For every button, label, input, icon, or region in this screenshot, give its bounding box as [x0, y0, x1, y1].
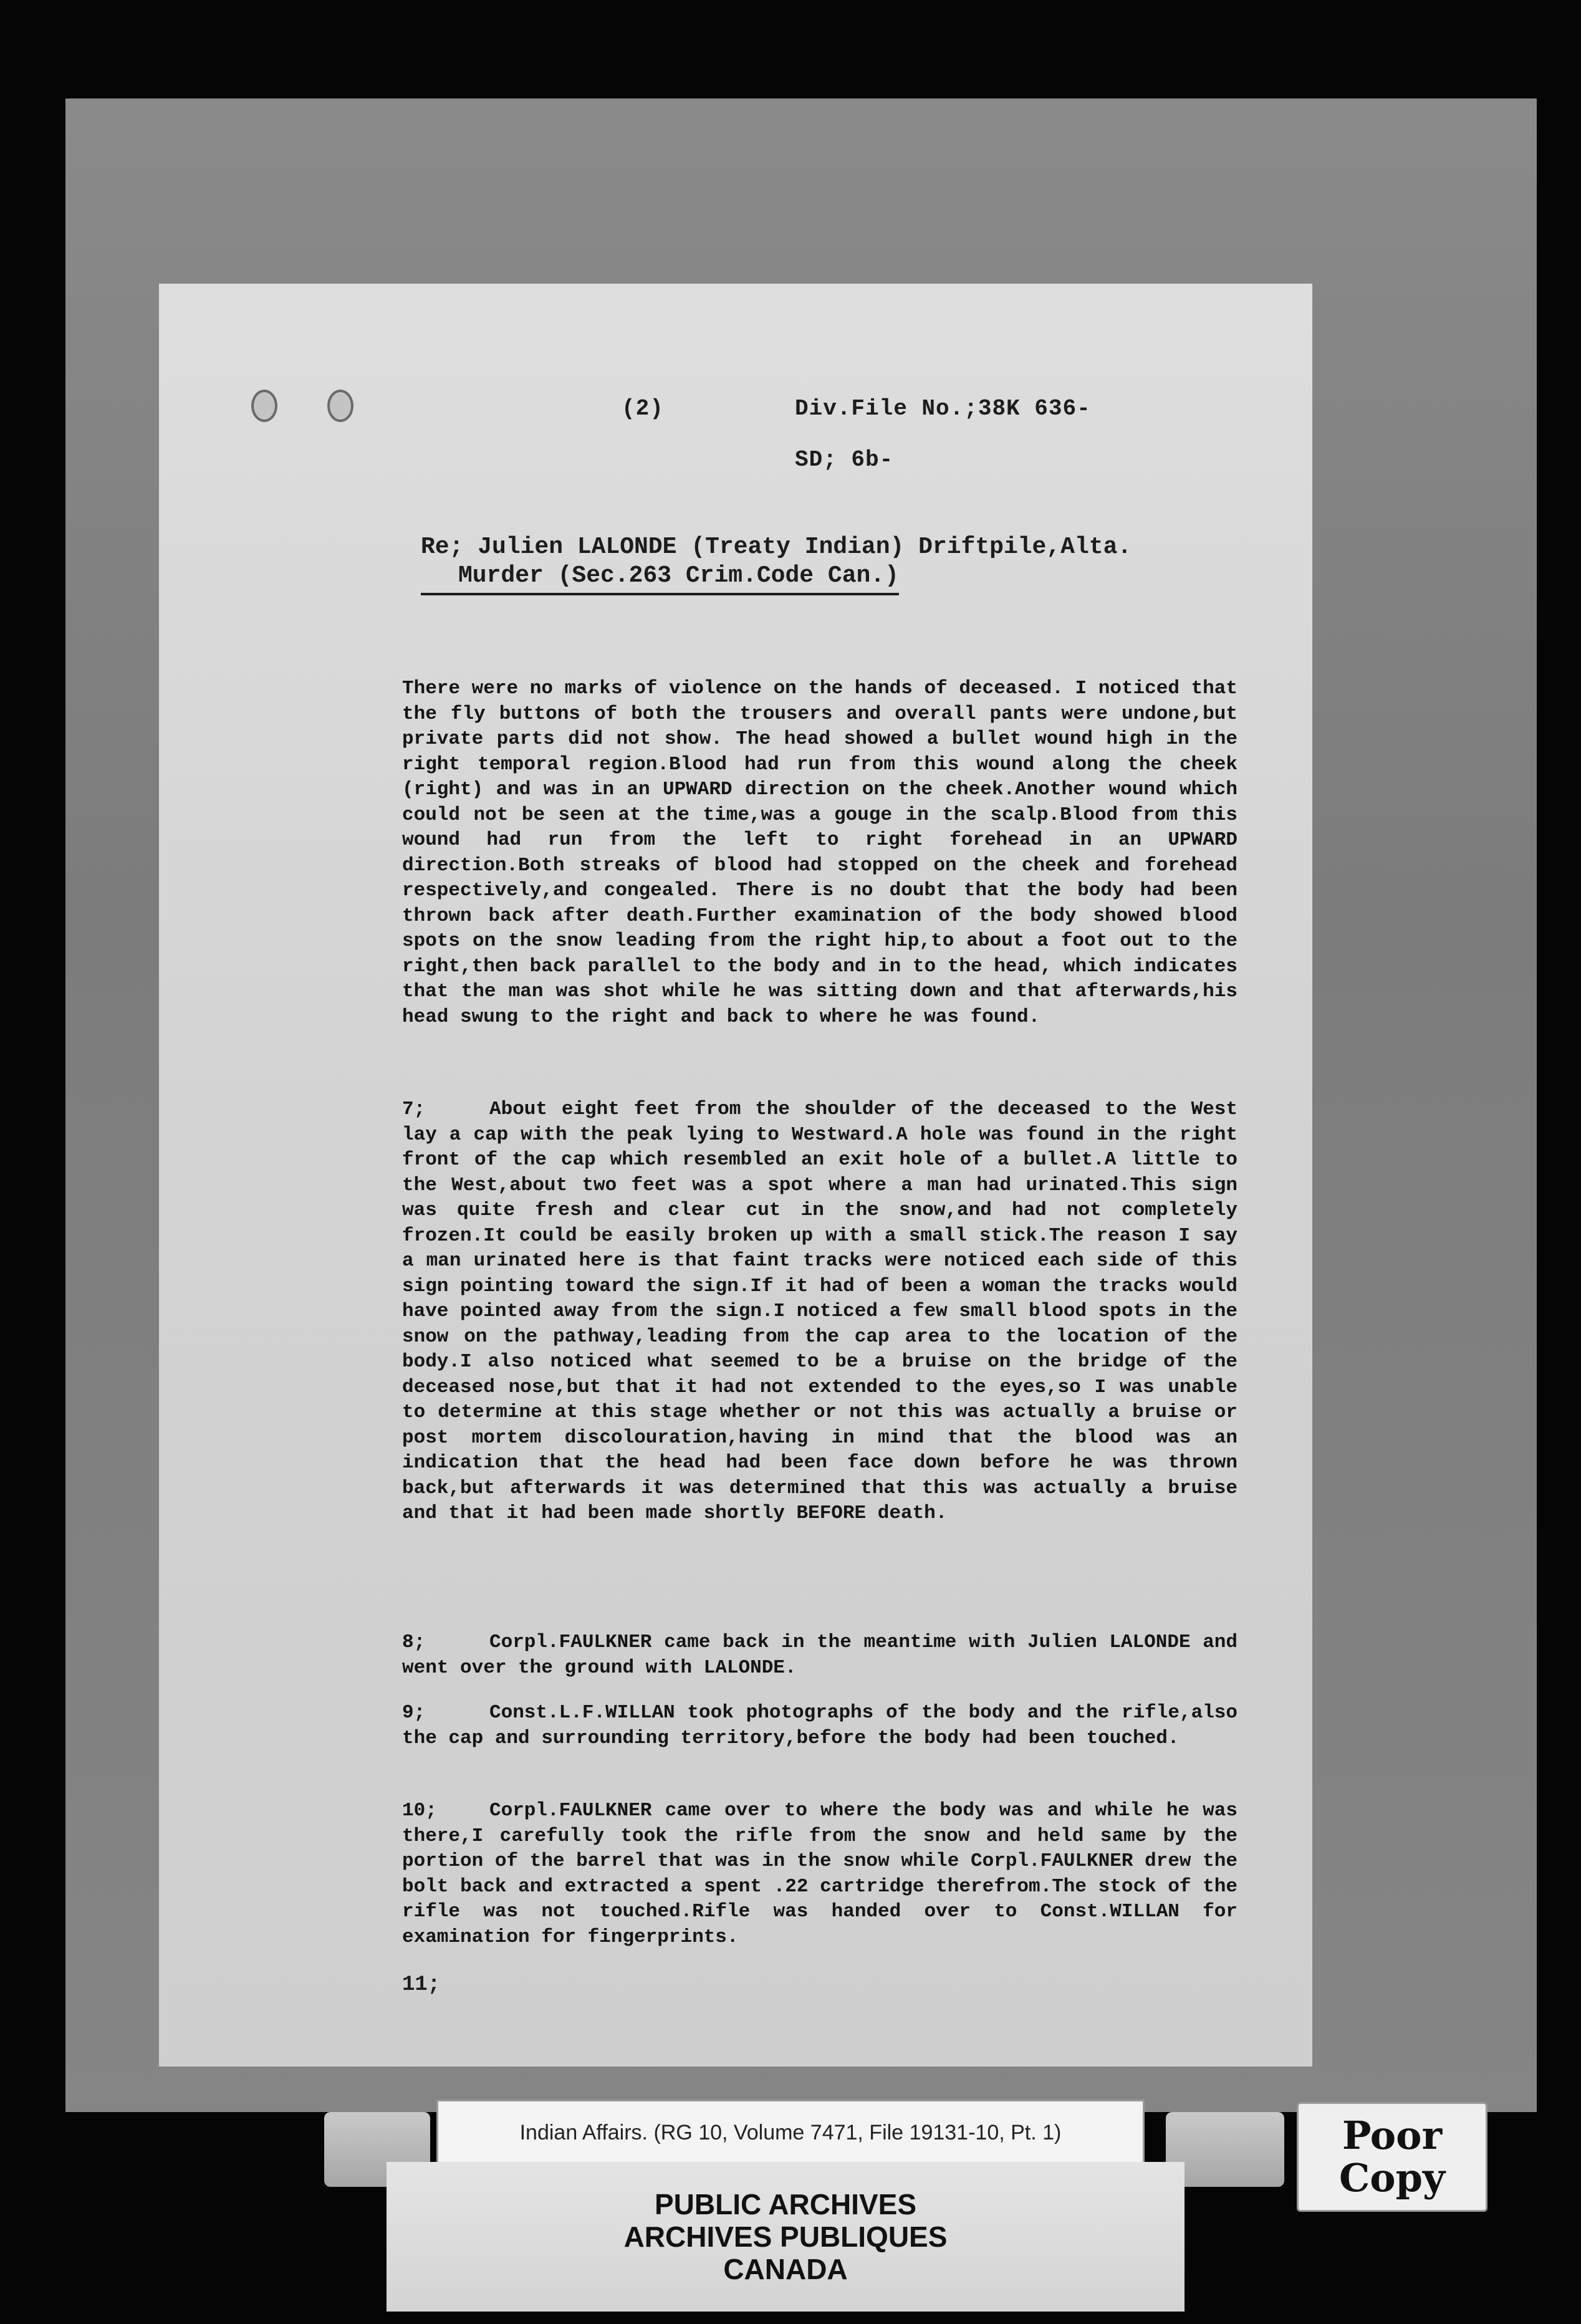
stamp-line-1: PUBLIC ARCHIVES: [655, 2188, 916, 2221]
sd-number: SD; 6b-: [795, 447, 894, 473]
paragraph-number: 10;: [402, 1800, 437, 1822]
poor-copy-line-2: Copy: [1338, 2155, 1446, 2201]
paragraph-text: About eight feet from the shoulder of the deceased to the West lay a cap with the peak lying to Westward.A hole was found in the right front of the cap which resembled an exit hole of a bullet.A little to the West,about two feet was a spot where a man had urinated.This sign was quite fresh and clear cut in the snow,and had not completely frozen.It could be easily broken up with a small stick.The reason I say a man urinated here is that faint tracks were noticed each side of this sign pointing toward the sign.If it had of been a woman the tracks would have pointed away from the sign.I noticed a few small blood spots in the snow on the pathway,leading from the cap area to the location of the body.I also noticed what seemed to be a bruise on the bridge of the deceased nose,but that it had not extended to the eyes,so I was unable to determine at this stage whether or not this was actually a bruise or post mortem discolouration,having in mind that the blood was an indication that the head had been face down before he was thrown back,but afterwards it was determined that this was actually a bruise and that it had been made shortly BEFORE death.: [402, 1098, 1237, 1524]
subject-line-2: Murder (Sec.263 Crim.Code Can.): [421, 562, 899, 595]
punch-hole: [327, 390, 353, 422]
file-number: Div.File No.;38K 636-: [795, 396, 1091, 421]
subject-heading: [421, 533, 1132, 595]
paragraph-9: [402, 1701, 1237, 1751]
archive-stamp: [387, 2162, 1185, 2312]
poor-copy-label: [1297, 2102, 1487, 2212]
poor-copy-line-1: Poor: [1342, 2113, 1443, 2158]
paragraph-number: 9;: [402, 1702, 426, 1724]
paragraph-number: 7;: [402, 1098, 426, 1120]
paragraph-text: Const.L.F.WILLAN took photographs of the body and the rifle,also the cap and surrounding territory,before the body had been touched.: [402, 1702, 1237, 1749]
paragraph-7: [402, 1097, 1237, 1527]
punch-hole: [251, 390, 277, 422]
page-number: (2): [622, 396, 664, 421]
stamp-line-2: ARCHIVES PUBLIQUES: [623, 2221, 948, 2253]
paragraph-text: There were no marks of violence on the hands of deceased. I noticed that the fly buttons of both the trousers and overall pants were undone,but private parts did not show. The head showed a bullet wound high in the right temporal region.Blood had run from this wound along the cheek (right) and was in an UPWARD direction on the cheek.Another wound which could not be seen at the time,was a gouge in the scalp.Blood from this wound had run from the left to right forehead in an UPWARD direction.Both streaks of blood had stopped on the cheek and forehead respectively,and congealed. There is no doubt that the body had been thrown back after death.Further examination of the body showed blood spots on the snow leading from the right hip,to about a foot out to the right,then back parallel to the body and in to the head, which indicates that the man was shot while he was sitting down and that afterwards,his head swung to the right and back to where he was found.: [402, 678, 1237, 1028]
archive-caption: Indian Affairs. (RG 10, Volume 7471, File 19131-10, Pt. 1): [436, 2100, 1145, 2166]
paragraph-number: 8;: [402, 1631, 426, 1653]
paragraph-10: [402, 1798, 1237, 1950]
document-page: [159, 284, 1312, 2067]
paragraph-8: [402, 1630, 1237, 1681]
paragraph-text: Corpl.FAULKNER came over to where the body was and while he was there,I carefully took the rifle from the snow and held same by the portion of the barrel that was in the snow while Corpl.FAULKNER drew the bolt back and extracted a spent .22 cartridge therefrom.The stock of the rifle was not touched.Rifle was handed over to Const.WILLAN for examination for fingerprints.: [402, 1800, 1237, 1948]
next-paragraph-number: 11;: [402, 1973, 441, 1997]
stamp-line-3: CANADA: [723, 2253, 848, 2285]
paragraph-text: Corpl.FAULKNER came back in the meantime with Julien LALONDE and went over the ground with LALONDE.: [402, 1631, 1237, 1679]
subject-line-1: Re; Julien LALONDE (Treaty Indian) Driftpile,Alta.: [421, 534, 1132, 560]
paragraph-6-continuation: [402, 676, 1237, 1030]
